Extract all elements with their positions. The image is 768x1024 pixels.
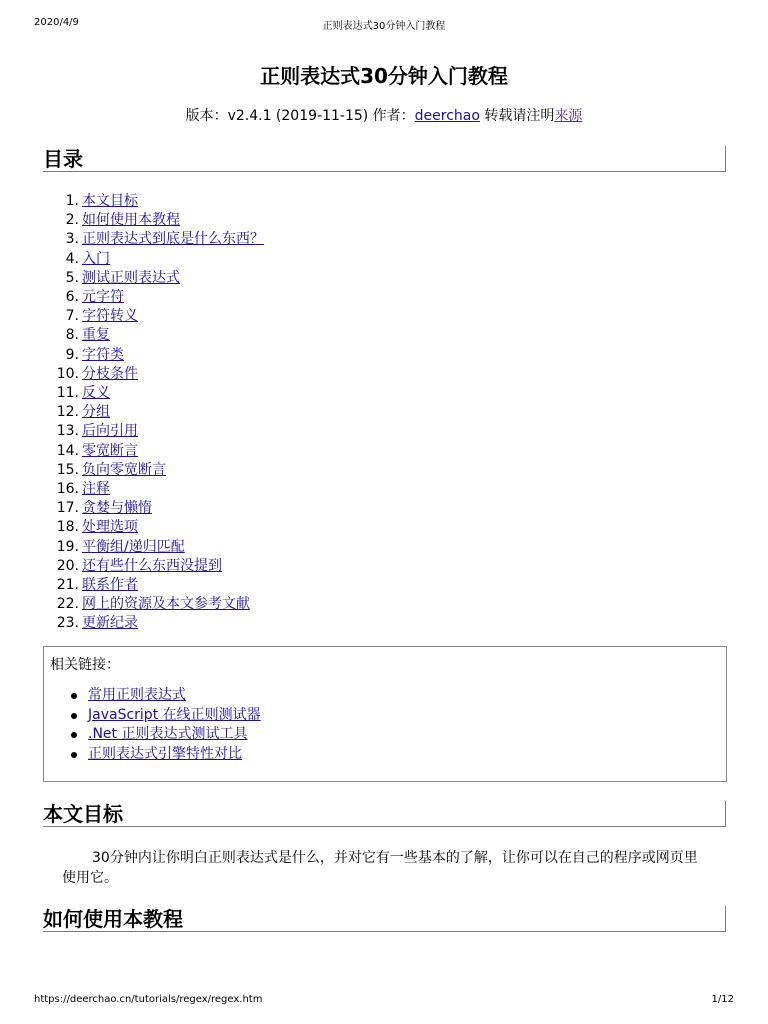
toc-item [43, 211, 264, 230]
toc-item-link[interactable]: 分组 [82, 404, 110, 421]
toc-item-number: 12. [56, 404, 79, 421]
toc-item [43, 384, 264, 403]
page-url: https://deerchao.cn/tutorials/regex/regex.htm [34, 994, 263, 1005]
toc-item-link[interactable]: 后向引用 [82, 423, 138, 440]
page-title: 正则表达式30分钟入门教程 [260, 64, 508, 88]
toc-item-number: 16. [56, 481, 79, 498]
toc-heading: 目录 [43, 146, 726, 172]
toc-item-link[interactable]: 如何使用本教程 [82, 212, 180, 229]
toc-item-link[interactable]: 注释 [82, 481, 110, 498]
toc-item-number: 18. [56, 519, 79, 536]
toc-item-number: 2. [65, 212, 79, 229]
page-number: 1/12 [711, 994, 734, 1005]
toc-item-number: 3. [65, 231, 79, 248]
toc-item-link[interactable]: 更新纪录 [82, 615, 138, 632]
toc-item-number: 14. [56, 442, 79, 459]
toc-item-link[interactable]: 网上的资源及本文参考文献 [82, 596, 250, 613]
toc-item-link[interactable]: 反义 [82, 385, 110, 402]
related-link-item [44, 706, 261, 726]
toc-item-link[interactable]: 本文目标 [82, 193, 138, 209]
toc-item [43, 250, 264, 269]
toc-item [43, 365, 264, 384]
related-links-box [43, 646, 727, 782]
toc-item [43, 442, 264, 461]
toc-item-number: 20. [56, 557, 79, 574]
toc-item-number: 5. [65, 269, 79, 286]
toc-item-number: 1. [65, 193, 79, 209]
author-link[interactable]: deerchao [414, 108, 480, 124]
toc-item-number: 22. [56, 596, 79, 613]
related-link-item [44, 745, 261, 765]
related-links-list [44, 686, 261, 764]
toc-item-number: 19. [56, 538, 79, 555]
reprint-text: 转载请注明 [479, 108, 555, 124]
print-date: 2020/4/9 [34, 17, 79, 28]
toc-item [43, 269, 264, 288]
toc-item [43, 614, 264, 633]
toc-item [43, 480, 264, 499]
toc-item-link[interactable]: 处理选项 [82, 519, 138, 536]
toc-item-link[interactable]: 字符转义 [82, 308, 138, 325]
toc-item-link[interactable]: 正则表达式到底是什么东西？ [82, 231, 264, 248]
toc-item-link[interactable]: 重复 [82, 327, 110, 344]
toc-item [43, 230, 264, 249]
related-link[interactable]: 常用正则表达式 [88, 687, 186, 703]
toc-item-link[interactable]: 字符类 [82, 346, 124, 363]
related-link[interactable]: .Net 正则表达式测试工具 [88, 726, 248, 742]
related-link-item [44, 686, 261, 706]
toc-item-number: 15. [56, 461, 79, 478]
toc-item [43, 518, 264, 537]
toc-item-link[interactable]: 负向零宽断言 [82, 461, 166, 478]
toc-item [43, 403, 264, 422]
toc-item-link[interactable]: 联系作者 [82, 577, 138, 594]
version-line [0, 105, 768, 125]
print-footer [0, 994, 768, 1008]
toc-item-link[interactable]: 元字符 [82, 289, 124, 306]
toc-item-number: 21. [56, 577, 79, 594]
toc-item [43, 192, 264, 211]
related-link-item [44, 725, 261, 745]
toc-item-number: 7. [65, 308, 79, 325]
toc-item [43, 461, 264, 480]
toc-item [43, 557, 264, 576]
toc-item-number: 23. [56, 615, 79, 632]
toc-item-link[interactable]: 平衡组/递归匹配 [82, 538, 185, 555]
toc-item [43, 538, 264, 557]
goal-heading: 本文目标 [43, 801, 726, 827]
toc-item-number: 8. [65, 327, 79, 344]
toc-list [43, 192, 264, 634]
goal-paragraph: 30分钟内让你明白正则表达式是什么，并对它有一些基本的了解，让你可以在自己的程序或网页里使用它。 [62, 850, 698, 886]
toc-item-number: 13. [56, 423, 79, 440]
toc-item [43, 326, 264, 345]
toc-item-number: 17. [56, 500, 79, 517]
howto-heading: 如何使用本教程 [43, 906, 726, 932]
toc-item [43, 576, 264, 595]
toc-item [43, 346, 264, 365]
toc-item-link[interactable]: 测试正则表达式 [82, 269, 180, 286]
print-title: 正则表达式30分钟入门教程 [322, 21, 446, 32]
toc-item-number: 11. [56, 385, 79, 402]
toc-item [43, 288, 264, 307]
toc-item [43, 422, 264, 441]
print-header [0, 17, 768, 31]
toc-item-number: 4. [65, 250, 79, 267]
version-text: 版本：v2.4.1 (2019-11-15) 作者： [185, 108, 415, 124]
source-link[interactable]: 来源 [554, 108, 583, 124]
toc-item [43, 595, 264, 614]
toc-item-link[interactable]: 零宽断言 [82, 442, 138, 459]
toc-item-number: 6. [65, 289, 79, 306]
toc-item-number: 9. [65, 346, 79, 363]
toc-item-link[interactable]: 还有些什么东西没提到 [82, 557, 222, 574]
toc-item [43, 499, 264, 518]
toc-item-link[interactable]: 贪婪与懒惰 [82, 500, 152, 517]
toc-item-number: 10. [56, 365, 79, 382]
related-links-label: 相关链接： [50, 657, 120, 673]
toc-item-link[interactable]: 入门 [82, 250, 110, 267]
related-link[interactable]: 正则表达式引擎特性对比 [88, 745, 242, 762]
toc-item [43, 307, 264, 326]
toc-item-link[interactable]: 分枝条件 [82, 365, 138, 382]
related-link[interactable]: JavaScript 在线正则测试器 [88, 706, 261, 723]
